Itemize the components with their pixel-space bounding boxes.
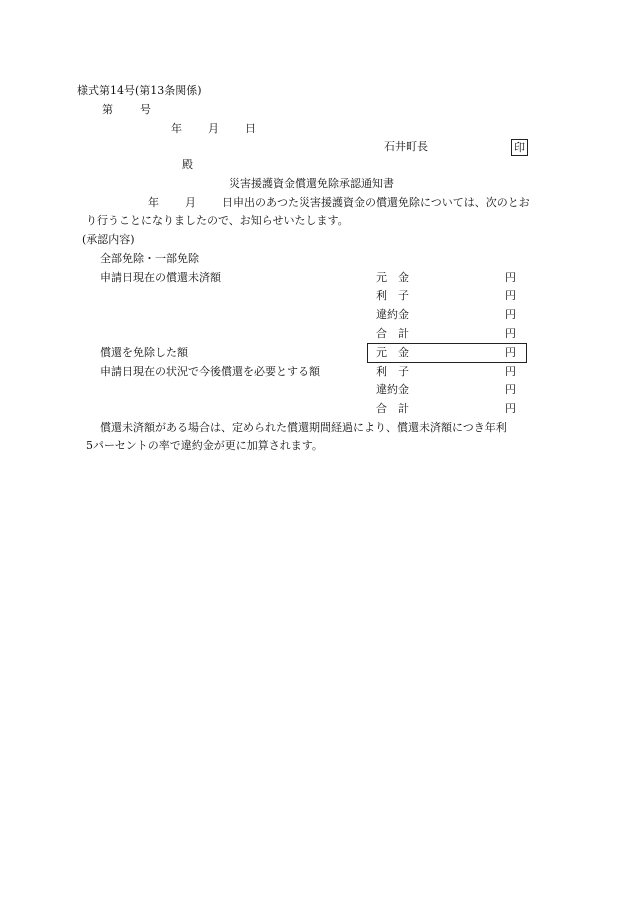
para1-year: 年 <box>148 196 159 209</box>
future-interest: 利 子 <box>376 365 409 378</box>
future-total-yen: 円 <box>505 402 516 415</box>
issuer-name: 石井町長 <box>384 140 428 153</box>
para1-line1: 日申出のあつた災害援護資金の償還免除については、次のとお <box>222 196 530 209</box>
unpaid-total-yen: 円 <box>505 327 516 340</box>
document-title: 災害援護資金償還免除承認通知書 <box>229 177 394 190</box>
form-number: 様式第14号(第13条関係) <box>77 84 202 97</box>
date-year: 年 <box>171 122 182 135</box>
unpaid-interest-yen: 円 <box>505 289 516 302</box>
seal-stamp: 印 <box>511 139 528 156</box>
date-day: 日 <box>245 122 256 135</box>
unpaid-principal-yen: 円 <box>505 271 516 284</box>
date-month: 月 <box>208 122 219 135</box>
future-total: 合 計 <box>376 402 409 415</box>
doc-number-dai: 第 <box>102 103 113 116</box>
unpaid-penalty-yen: 円 <box>505 308 516 321</box>
future-penalty-yen: 円 <box>505 383 516 396</box>
recipient-honorific: 殿 <box>182 158 193 171</box>
footer-line2: 5パーセントの率で違約金が更に加算されます。 <box>86 439 323 452</box>
future-label: 申請日現在の状況で今後償還を必要とする額 <box>100 365 320 378</box>
future-penalty: 違約金 <box>376 383 409 396</box>
future-interest-yen: 円 <box>505 365 516 378</box>
exempted-principal-yen: 円 <box>505 346 516 359</box>
exemption-type: 全部免除・一部免除 <box>100 252 199 265</box>
unpaid-interest: 利 子 <box>376 289 409 302</box>
section-heading: (承認内容) <box>82 233 135 246</box>
exempted-principal: 元 金 <box>376 346 409 359</box>
unpaid-label: 申請日現在の償還未済額 <box>100 271 221 284</box>
exempted-label: 償還を免除した額 <box>100 346 188 359</box>
doc-number-go: 号 <box>140 103 151 116</box>
footer-line1: 償還未済額がある場合は、定められた償還期間経過により、償還未済額につき年利 <box>100 421 507 434</box>
unpaid-total: 合 計 <box>376 327 409 340</box>
para1-month: 月 <box>185 196 196 209</box>
unpaid-penalty: 違約金 <box>376 308 409 321</box>
unpaid-principal: 元 金 <box>376 271 409 284</box>
para1-line2: り行うことになりましたので、お知らせいたします。 <box>86 214 349 227</box>
